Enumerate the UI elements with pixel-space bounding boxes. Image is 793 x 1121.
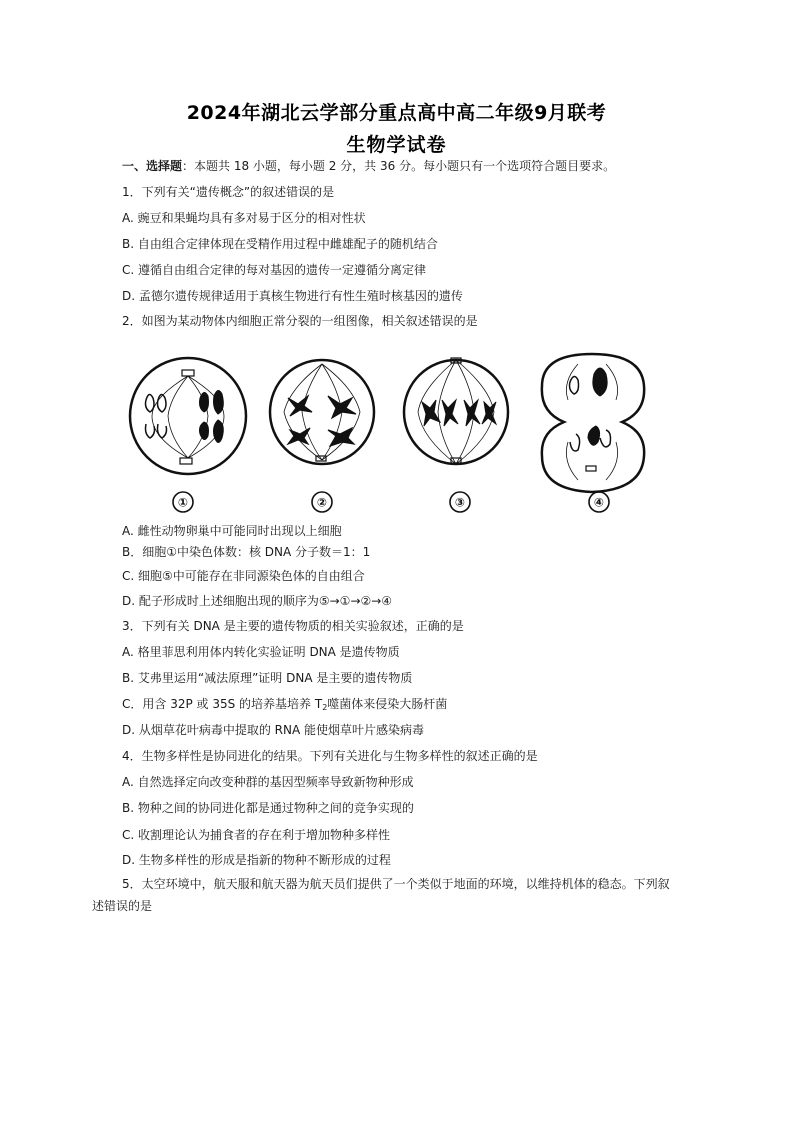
figure-label-2: ② — [316, 495, 328, 510]
q3-option-c — [122, 696, 447, 716]
section-header — [122, 158, 615, 174]
cell-3-drawing — [404, 358, 508, 464]
figure-label-4: ④ — [593, 495, 605, 510]
q3-option-a: A. 格里菲思利用体内转化实验证明 DNA 是遗传物质 — [122, 645, 400, 659]
q3-option-c-post: 噬菌体来侵染大肠杆菌 — [327, 697, 448, 711]
cell-division-figure — [122, 338, 657, 520]
figure-label-1: ① — [177, 495, 189, 510]
q1-option-b: B. 自由组合定律体现在受精作用过程中雌雄配子的随机结合 — [122, 237, 438, 251]
q4-stem: 4．生物多样性是协同进化的结果。下列有关进化与生物多样性的叙述正确的是 — [122, 749, 538, 763]
section-header-label: 一、选择题 — [122, 159, 183, 173]
q1-option-d: D. 孟德尔遗传规律适用于真核生物进行有性生殖时核基因的遗传 — [122, 289, 463, 303]
exam-subtitle: 生物学试卷 — [346, 134, 447, 156]
q1-option-a: A. 豌豆和果蝇均具有多对易于区分的相对性状 — [122, 211, 366, 225]
q3-stem: 3．下列有关 DNA 是主要的遗传物质的相关实验叙述，正确的是 — [122, 619, 464, 633]
section-header-text: ：本题共 18 小题，每小题 2 分，共 36 分。每小题只有一个选项符合题目要求。 — [182, 159, 616, 173]
q3-option-c-subscript: 2 — [322, 703, 328, 712]
q3-option-b: B. 艾弗里运用“减法原理”证明 DNA 是主要的遗传物质 — [122, 671, 413, 685]
q3-option-c-pre: C．用含 32P 或 35S 的培养基培养 T — [122, 697, 323, 711]
q2-stem: 2．如图为某动物体内细胞正常分裂的一组图像，相关叙述错误的是 — [122, 314, 478, 328]
cell-1-drawing — [130, 358, 246, 474]
q2-option-b: B．细胞①中染色体数：核 DNA 分子数＝1：1 — [122, 545, 371, 559]
q2-option-c: C. 细胞⑤中可能存在非同源染色体的自由组合 — [122, 569, 365, 583]
q5-stem-line1: 5．太空环境中，航天服和航天器为航天员们提供了一个类似于地面的环境，以维持机体的稳态。下列叙 — [122, 877, 670, 891]
figure-label-3: ③ — [454, 495, 466, 510]
q4-option-b: B. 物种之间的协同进化都是通过物种之间的竞争实现的 — [122, 801, 414, 815]
q1-option-c: C. 遵循自由组合定律的每对基因的遗传一定遵循分离定律 — [122, 263, 427, 277]
exam-title: 2024年湖北云学部分重点高中高二年级9月联考 — [186, 102, 607, 124]
q3-option-d: D. 从烟草花叶病毒中提取的 RNA 能使烟草叶片感染病毒 — [122, 723, 425, 737]
q4-option-a: A. 自然选择定向改变种群的基因型频率导致新物种形成 — [122, 775, 414, 789]
cell-2-drawing — [270, 360, 374, 464]
q4-option-d: D. 生物多样性的形成是指新的物种不断形成的过程 — [122, 853, 391, 867]
q4-option-c: C. 收割理论认为捕食者的存在利于增加物种多样性 — [122, 828, 391, 842]
q1-stem: 1．下列有关“遗传概念”的叙述错误的是 — [122, 185, 335, 199]
q2-option-d: D. 配子形成时上述细胞出现的顺序为⑤→①→②→④ — [122, 594, 393, 608]
cell-4-drawing — [542, 354, 644, 492]
q5-stem-line2: 述错误的是 — [92, 899, 153, 913]
q2-option-a: A. 雌性动物卵巢中可能同时出现以上细胞 — [122, 524, 342, 538]
